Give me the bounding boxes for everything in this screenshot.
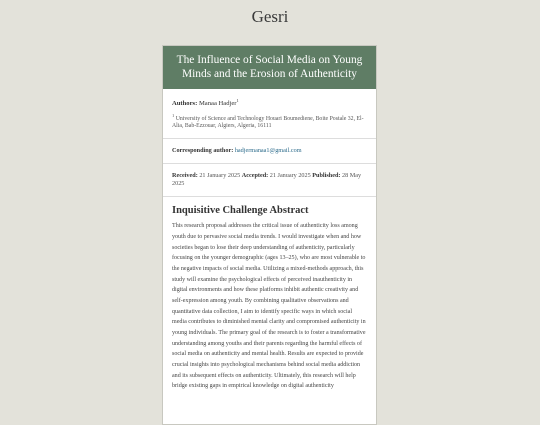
authors-line <box>172 97 367 109</box>
accepted-label: Accepted: <box>241 172 269 180</box>
affiliation <box>172 112 367 131</box>
corresponding-email-link[interactable]: hadjermanaa1@gmail.com <box>234 147 302 155</box>
abstract-heading: Inquisitive Challenge Abstract <box>172 205 309 217</box>
affiliation-text: University of Science and Technology Houari Boumediene, Boite Postale 32, El-Alia, Bab-Ezzouar, Algiers, Algeria, 16111 <box>172 115 364 130</box>
author-sup: 1 <box>236 98 239 103</box>
published-date: 28 May 2025 <box>172 172 362 188</box>
article-card <box>162 45 377 425</box>
corresponding-section <box>163 139 376 164</box>
dates-section <box>163 164 376 197</box>
authors-label: Authors: <box>172 100 198 108</box>
received-date: 21 January 2025 <box>199 172 241 180</box>
corresponding-label: Corresponding author: <box>172 147 234 155</box>
received-label: Received: <box>172 172 198 180</box>
author-name: Manaa Hadjer <box>198 100 237 108</box>
accepted-date: 21 January 2025 <box>269 172 311 180</box>
published-label: Published: <box>312 172 341 180</box>
authors-section <box>163 89 376 139</box>
article-title: The Influence of Social Media on Young Minds and the Erosion of Authenticity <box>163 46 376 89</box>
abstract-section <box>163 197 376 400</box>
affiliation-sup: 1 <box>172 112 175 118</box>
site-title: Gesri <box>251 7 289 26</box>
abstract-text: This research proposal addresses the critical issue of authenticity loss among youth due to pervasive social media trends. I would investigate when and how societies began to lose their deep understanding of authenticity, particularly focusing on the younger demographic (ages 13–25), who are most vulnerable to the negative impacts of social media. Utilizing a mixed-methods approach, this study will examine the psychological effects of perceived inauthenticity in digital environments and how these platforms inhibit authentic creativity and self-expression among youth. By combining qualitative observations and quantitative data collection, I aim to identify specific ways in which social media contributes to diminished mental clarity and compromised authenticity in young individuals. The primary goal of the research is to foster a transformative understanding among youths and their parents regarding the harmful effects of social media on authenticity and mental health. Results are expected to provide crucial insights into psychological mechanisms behind social media addiction and its subsequent effects on authenticity. Ultimately, this research will help bridge existing gaps in empirical knowledge on digital authenticity <box>172 223 366 390</box>
